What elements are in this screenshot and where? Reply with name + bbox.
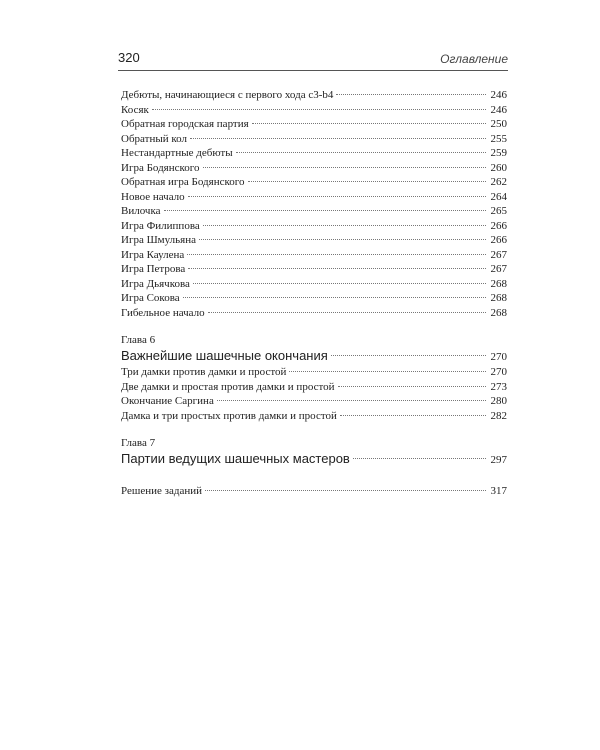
toc-entry-page: 268 (490, 306, 507, 319)
leader-dots (190, 138, 486, 139)
toc-entry-title: Окончание Саргина (121, 395, 214, 407)
chapter-title-entry[interactable] (121, 450, 507, 468)
page-header (118, 50, 508, 71)
toc-entry-page: 317 (490, 485, 507, 497)
leader-dots (203, 167, 486, 168)
toc-chapter-6 (121, 333, 507, 423)
toc-entry[interactable] (121, 219, 507, 234)
toc-entry-title: Дамка и три простых против дамки и простой (121, 409, 337, 422)
toc-solutions (121, 484, 507, 499)
leader-dots (205, 490, 486, 491)
leader-dots (340, 415, 486, 416)
chapter-label: Глава 6 (121, 334, 156, 346)
leader-dots (236, 152, 486, 153)
leader-dots (336, 94, 486, 95)
chapter-title: Важнейшие шашечные окончания (121, 348, 328, 363)
page-number: 320 (118, 50, 140, 65)
toc-entry-title: Игра Дьячкова (121, 277, 190, 290)
section-title: Оглавление (440, 52, 508, 66)
leader-dots (353, 458, 486, 459)
toc-entry-page: 282 (490, 409, 507, 422)
toc-entry-page: 268 (490, 277, 507, 290)
toc-entry-title: Вилочка (121, 205, 161, 217)
toc-entry-page: 267 (490, 248, 507, 261)
leader-dots (199, 239, 486, 240)
toc-entry-title: Обратная городская партия (121, 118, 249, 130)
toc-entry[interactable] (121, 132, 507, 147)
toc-entry[interactable] (121, 262, 507, 277)
toc-entry-page: 268 (490, 292, 507, 304)
toc-entry[interactable] (121, 204, 507, 219)
toc-entry[interactable] (121, 380, 507, 395)
toc-entry[interactable] (121, 146, 507, 161)
toc-entry-title: Две дамки и простая против дамки и простой (121, 380, 335, 393)
toc-entry-title: Игра Петрова (121, 263, 186, 275)
leader-dots (187, 254, 486, 255)
chapter-label: Глава 7 (121, 437, 156, 449)
toc-entry-title: Косяк (121, 103, 149, 116)
toc-entry[interactable] (121, 233, 507, 248)
toc-entry[interactable] (121, 306, 507, 321)
toc-entry[interactable] (121, 117, 507, 132)
leader-dots (203, 225, 486, 226)
toc-entry-title: Игра Шмульяна (121, 234, 196, 246)
toc-entry-page: 259 (490, 147, 507, 159)
toc-entry-page: 264 (490, 190, 507, 203)
toc-entry-title: Игра Сокова (121, 292, 180, 304)
toc-entry-page: 280 (490, 395, 507, 407)
toc-entry-title: Игра Каулена (121, 248, 185, 261)
leader-dots (248, 181, 486, 182)
toc-entry-page: 262 (490, 176, 507, 188)
toc-entry-title: Три дамки против дамки и простой (121, 366, 287, 378)
toc-entry-title: Нестандартные дебюты (121, 147, 233, 159)
toc-entry[interactable] (121, 409, 507, 424)
toc-entry[interactable] (121, 291, 507, 306)
toc-entry-page: 270 (490, 366, 507, 378)
leader-dots (252, 123, 486, 124)
toc-entry-page: 265 (490, 205, 507, 217)
leader-dots (338, 386, 486, 387)
toc-entry-title: Дебюты, начинающиеся с первого хода c3-b4 (121, 89, 334, 101)
chapter-page: 297 (490, 454, 507, 466)
toc-entry-page: 260 (490, 161, 507, 174)
toc-entry-page: 255 (490, 132, 507, 145)
leader-dots (331, 355, 486, 356)
chapter-title-entry[interactable] (121, 347, 507, 365)
toc-entry-title: Обратный кол (121, 132, 187, 145)
chapter-title: Партии ведущих шашечных мастеров (121, 451, 350, 466)
toc-entry-page: 266 (490, 234, 507, 246)
toc-entry[interactable] (121, 190, 507, 205)
toc-entry-title: Игра Филиппова (121, 219, 200, 232)
leader-dots (188, 196, 486, 197)
toc-entry[interactable] (121, 175, 507, 190)
toc-entry-page: 266 (490, 219, 507, 232)
leader-dots (289, 371, 486, 372)
toc-entry-page: 246 (490, 103, 507, 116)
toc-entry-title: Новое начало (121, 190, 185, 203)
toc-entry[interactable] (121, 103, 507, 118)
toc-entry[interactable] (121, 277, 507, 292)
toc-entry-page: 250 (490, 118, 507, 130)
toc-entry-page: 267 (490, 263, 507, 275)
toc-entry[interactable] (121, 248, 507, 263)
leader-dots (208, 312, 486, 313)
toc-entry[interactable] (121, 161, 507, 176)
leader-dots (183, 297, 486, 298)
leader-dots (188, 268, 486, 269)
leader-dots (164, 210, 486, 211)
leader-dots (152, 109, 486, 110)
toc-entry-title: Обратная игра Бодянского (121, 176, 245, 188)
toc-entry-title: Игра Бодянского (121, 161, 200, 174)
toc-chapter-7 (121, 436, 507, 468)
toc-entry-title: Решение заданий (121, 485, 202, 497)
toc-entry-page: 246 (490, 89, 507, 101)
toc-entry[interactable] (121, 88, 507, 103)
leader-dots (217, 400, 486, 401)
toc-entry[interactable] (121, 365, 507, 380)
leader-dots (193, 283, 486, 284)
toc-openings-list (121, 88, 507, 320)
toc-entry-title: Гибельное начало (121, 306, 205, 319)
chapter-page: 270 (490, 351, 507, 363)
toc-entry[interactable] (121, 484, 507, 499)
toc-entry-page: 273 (490, 380, 507, 393)
toc-entry[interactable] (121, 394, 507, 409)
